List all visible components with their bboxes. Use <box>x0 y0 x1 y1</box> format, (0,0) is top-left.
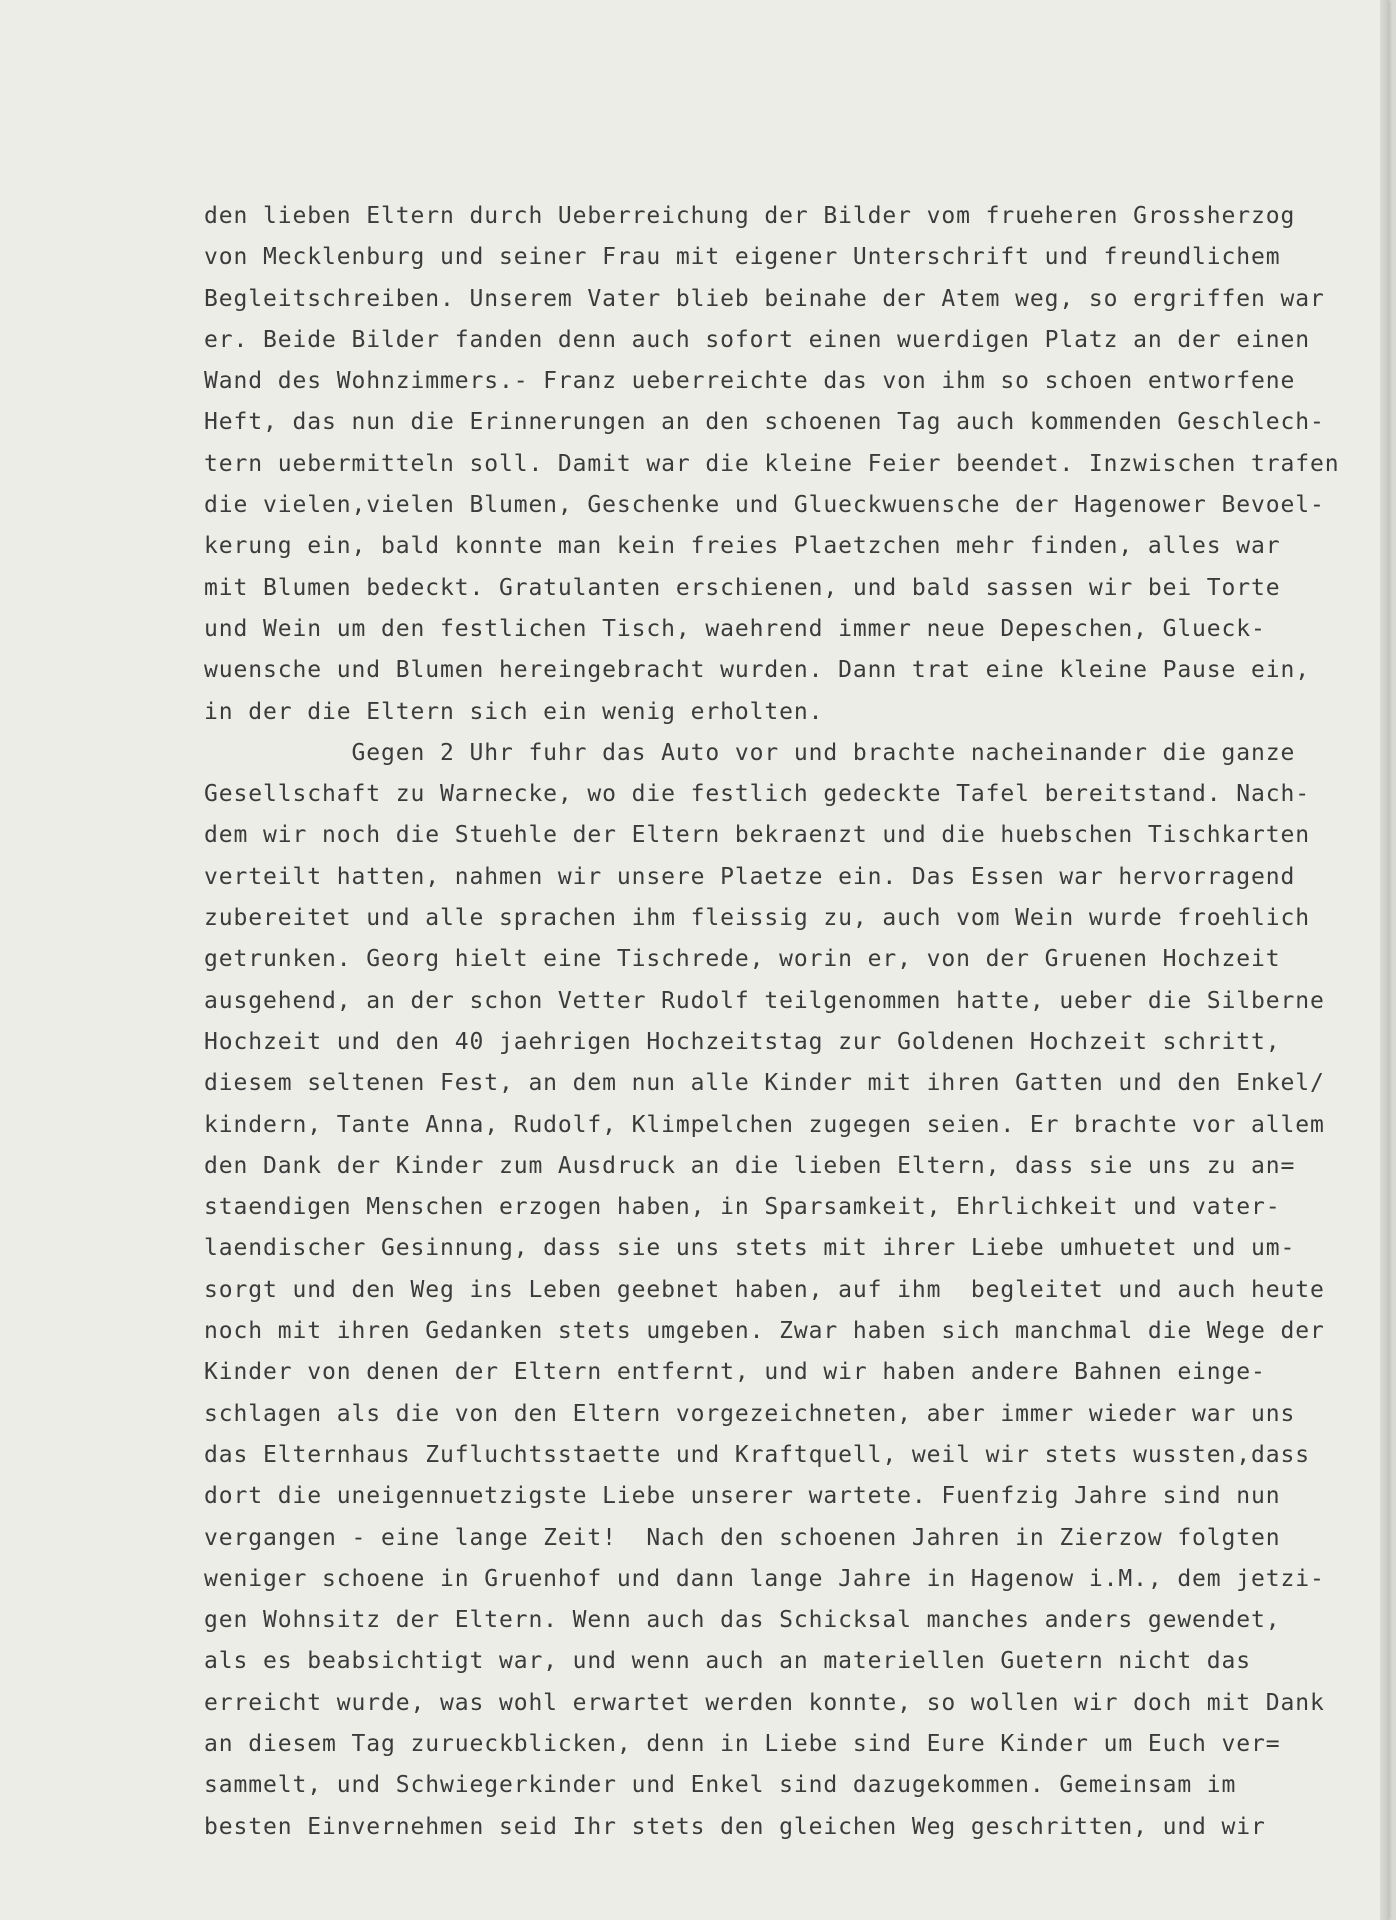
text-line: zubereitet und alle sprachen ihm fleissig zu, auch vom Wein wurde froehlich <box>204 905 1311 932</box>
text-line: verteilt hatten, nahmen wir unsere Plaetze ein. Das Essen war hervorragend <box>204 863 1296 890</box>
text-line: tern uebermitteln soll. Damit war die kleine Feier beendet. Inzwischen trafen <box>204 450 1340 477</box>
page-edge <box>1380 0 1388 1920</box>
text-line: den Dank der Kinder zum Ausdruck an die lieben Eltern, dass sie uns zu an= <box>204 1152 1296 1179</box>
text-line: laendischer Gesinnung, dass sie uns stets mit ihrer Liebe umhuetet und um- <box>204 1235 1296 1262</box>
text-line: er. Beide Bilder fanden denn auch sofort einen wuerdigen Platz an der einen <box>204 326 1311 353</box>
text-line: dort die uneigennuetzigste Liebe unserer wartete. Fuenfzig Jahre sind nun <box>204 1483 1281 1510</box>
text-line: Hochzeit und den 40 jaehrigen Hochzeitstag zur Goldenen Hochzeit schritt, <box>204 1028 1281 1055</box>
text-line: besten Einvernehmen seid Ihr stets den gleichen Weg geschritten, und wir <box>204 1813 1266 1840</box>
typed-text-body <box>204 196 1344 1848</box>
text-line: schlagen als die von den Eltern vorgezeichneten, aber immer wieder war uns <box>204 1400 1296 1427</box>
text-line: mit Blumen bedeckt. Gratulanten erschienen, und bald sassen wir bei Torte <box>204 574 1281 601</box>
text-line: die vielen,vielen Blumen, Geschenke und Glueckwuensche der Hagenower Bevoel- <box>204 492 1325 519</box>
text-line: ausgehend, an der schon Vetter Rudolf teilgenommen hatte, ueber die Silberne <box>204 987 1325 1014</box>
text-line: in der die Eltern sich ein wenig erholten. <box>204 698 824 725</box>
text-line: Heft, das nun die Erinnerungen an den schoenen Tag auch kommenden Geschlech- <box>204 409 1325 436</box>
text-line: staendigen Menschen erzogen haben, in Sparsamkeit, Ehrlichkeit und vater- <box>204 1194 1281 1221</box>
text-line: kerung ein, bald konnte man kein freies Plaetzchen mehr finden, alles war <box>204 533 1281 560</box>
text-line: sorgt und den Weg ins Leben geebnet haben, auf ihm begleitet und auch heute <box>204 1276 1325 1303</box>
text-line: von Mecklenburg und seiner Frau mit eigener Unterschrift und freundlichem <box>204 244 1281 271</box>
text-line: erreicht wurde, was wohl erwartet werden konnte, so wollen wir doch mit Dank <box>204 1689 1325 1716</box>
text-line: Gesellschaft zu Warnecke, wo die festlich gedeckte Tafel bereitstand. Nach- <box>204 781 1311 808</box>
text-line: an diesem Tag zurueckblicken, denn in Liebe sind Eure Kinder um Euch ver= <box>204 1730 1281 1757</box>
text-line: vergangen - eine lange Zeit! Nach den schoenen Jahren in Zierzow folgten <box>204 1524 1281 1551</box>
text-line: Begleitschreiben. Unserem Vater blieb beinahe der Atem weg, so ergriffen war <box>204 285 1325 312</box>
text-line: dem wir noch die Stuehle der Eltern bekraenzt und die huebschen Tischkarten <box>204 822 1311 849</box>
text-line: getrunken. Georg hielt eine Tischrede, worin er, von der Gruenen Hochzeit <box>204 946 1281 973</box>
text-line: das Elternhaus Zufluchtsstaette und Kraftquell, weil wir stets wussten,dass <box>204 1441 1311 1468</box>
text-line: kindern, Tante Anna, Rudolf, Klimpelchen zugegen seien. Er brachte vor allem <box>204 1111 1325 1138</box>
text-line: als es beabsichtigt war, und wenn auch an materiellen Guetern nicht das <box>204 1648 1252 1675</box>
text-line: Wand des Wohnzimmers.- Franz ueberreichte das von ihm so schoen entworfene <box>204 368 1296 395</box>
text-line: diesem seltenen Fest, an dem nun alle Kinder mit ihren Gatten und den Enkel/ <box>204 1070 1325 1097</box>
text-line: gen Wohnsitz der Eltern. Wenn auch das Schicksal manches anders gewendet, <box>204 1607 1281 1634</box>
text-line: noch mit ihren Gedanken stets umgeben. Zwar haben sich manchmal die Wege der <box>204 1318 1325 1345</box>
text-line: wuensche und Blumen hereingebracht wurden. Dann trat eine kleine Pause ein, <box>204 657 1311 684</box>
text-line: und Wein um den festlichen Tisch, waehrend immer neue Depeschen, Glueck- <box>204 615 1266 642</box>
text-line: Kinder von denen der Eltern entfernt, und wir haben andere Bahnen einge- <box>204 1359 1266 1386</box>
text-line: den lieben Eltern durch Ueberreichung der Bilder vom frueheren Grossherzog <box>204 203 1296 229</box>
text-line: weniger schoene in Gruenhof und dann lange Jahre in Hagenow i.M., dem jetzi- <box>204 1565 1325 1592</box>
text-line: sammelt, und Schwiegerkinder und Enkel sind dazugekommen. Gemeinsam im <box>204 1772 1237 1799</box>
text-line: Gegen 2 Uhr fuhr das Auto vor und brachte nacheinander die ganze <box>204 739 1296 766</box>
